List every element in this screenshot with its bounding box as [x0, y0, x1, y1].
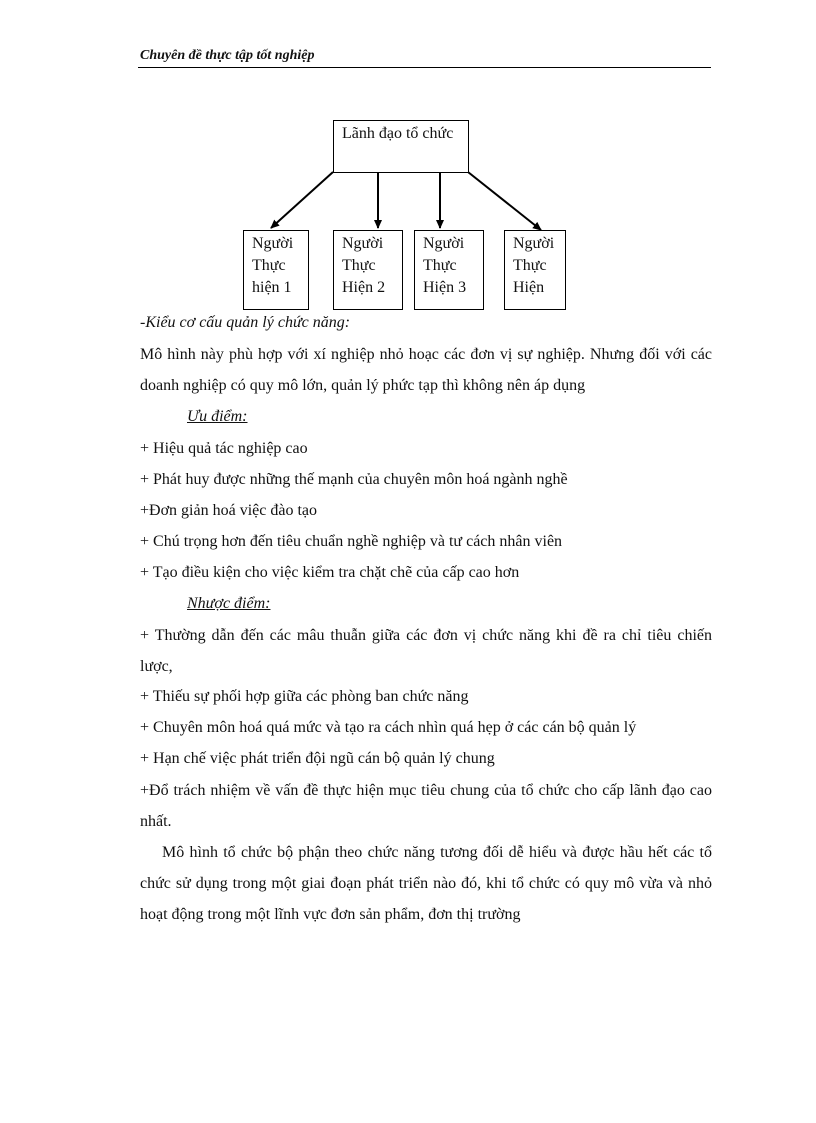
disadvantage-item: + Thiếu sự phối hợp giữa các phòng ban chức năng: [140, 688, 469, 705]
page-header-title: Chuyên đề thực tập tốt nghiệp: [140, 48, 315, 63]
conclusion-paragraph: Mô hình tổ chức bộ phận theo chức năng tương đối dễ hiểu và được hầu hết các tổ chức sử dụng trong một giai đoạn phát triển nào đó, khi tổ chức có quy mô vừa và nhỏ hoạt động trong một lĩnh vực đơn sản phẩm, đơn thị trường: [140, 844, 712, 923]
intro-paragraph: Mô hình này phù hợp với xí nghiệp nhỏ hoạc các đơn vị sự nghiệp. Nhưng đối với các doanh nghiệp có quy mô lớn, quản lý phức tạp thì không nên áp dụng: [140, 346, 712, 394]
advantage-item: + Tạo điều kiện cho việc kiểm tra chặt chẽ của cấp cao hơn: [140, 564, 520, 581]
advantage-item: + Phát huy được những thế mạnh của chuyên môn hoá ngành nghề: [140, 471, 568, 488]
org-box-executor-4: Người Thực Hiện: [504, 230, 566, 310]
org-box-executor-2: Người Thực Hiện 2: [333, 230, 403, 310]
org-box-executor-1: Người Thực hiện 1: [243, 230, 309, 310]
advantage-item: + Hiệu quả tác nghiệp cao: [140, 440, 308, 457]
disadvantage-item: +Đổ trách nhiệm về vấn đề thực hiện mục tiêu chung của tổ chức cho cấp lãnh đạo cao nhất.: [140, 782, 712, 830]
disadvantage-item: + Chuyên môn hoá quá mức và tạo ra cách nhìn quá hẹp ở các cán bộ quản lý: [140, 719, 637, 736]
advantage-item: + Chú trọng hơn đến tiêu chuẩn nghề nghiệp và tư cách nhân viên: [140, 533, 563, 550]
connector-arrow-1: [271, 172, 333, 228]
advantages-heading: Ưu điểm:: [187, 408, 248, 425]
connector-arrow-4: [468, 172, 541, 230]
disadvantage-item: + Thường dẫn đến các mâu thuẫn giữa các đơn vị chức năng khi đề ra chỉ tiêu chiến lược,: [140, 627, 712, 675]
org-box-executor-3: Người Thực Hiện 3: [414, 230, 484, 310]
advantage-item: +Đơn giản hoá việc đào tạo: [140, 502, 317, 519]
disadvantage-item: + Hạn chế việc phát triển đội ngũ cán bộ quản lý chung: [140, 750, 495, 767]
org-box-leader: Lãnh đạo tổ chức: [333, 120, 469, 173]
section-heading: -Kiểu cơ cấu quản lý chức năng:: [140, 314, 351, 331]
disadvantages-heading: Nhược điểm:: [187, 595, 271, 612]
